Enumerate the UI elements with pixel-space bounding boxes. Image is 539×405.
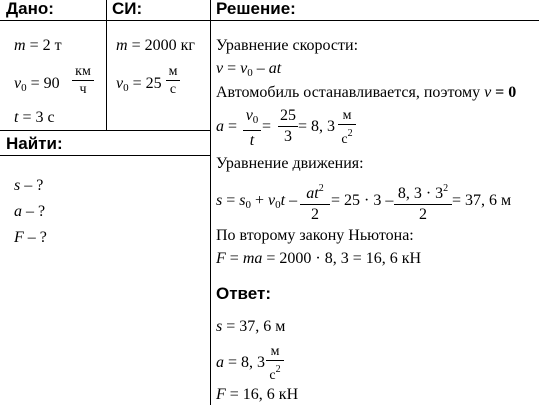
find-underline — [0, 155, 211, 156]
given-speed: $v_0 = 90$ — [14, 75, 60, 94]
given-speed-unit: км ч — [72, 64, 94, 97]
answer-header: Ответ: — [216, 284, 271, 303]
newton-equation: F = ma = 2000 · 8, 3 = 16, 6 кН — [216, 250, 422, 267]
motion-frac-2: 8, $3 \cdot 3^2$ 2 — [394, 180, 452, 224]
given-header: Дано: — [6, 0, 54, 18]
find-s: s – ? — [14, 177, 44, 194]
answer-a: a = 8, 3 — [216, 354, 266, 371]
motion-eq-result: = 37, 6 м — [452, 192, 512, 209]
given-underline — [0, 130, 211, 131]
motion-frac-1: $at^2$ 2 — [300, 180, 330, 224]
find-header: Найти: — [6, 134, 63, 153]
accel-eq-2: = — [262, 118, 272, 135]
accel-unit: м $с^2$ — [338, 108, 356, 147]
accel-frac-2: 25 3 — [280, 107, 296, 145]
si-header: СИ: — [112, 0, 143, 18]
motion-eq-left: $s = s_0 + v_0t$ – — [216, 192, 298, 211]
solution-header: Решение: — [216, 0, 296, 18]
stop-statement: Автомобиль останавливается, поэтому v = 0 — [216, 84, 517, 101]
si-mass: m = 2000 кг — [116, 37, 195, 54]
answer-a-unit: м $с^2$ — [266, 344, 284, 383]
answer-s: s = 37, 6 м — [216, 318, 286, 335]
find-a: a – ? — [14, 203, 46, 220]
given-time: t = 3 с — [14, 109, 55, 126]
given-mass: m = 2 т — [14, 37, 62, 54]
newton-title: По второму закону Ньютона: — [216, 227, 414, 244]
col-divider-2 — [210, 0, 211, 405]
speed-equation: $v = v_0$ – at — [216, 60, 282, 79]
header-underline — [0, 20, 539, 21]
accel-frac-1: $v_0$ t — [243, 107, 261, 150]
answer-F: F = 16, 6 кН — [216, 386, 299, 403]
si-speed-unit: м с — [166, 64, 180, 97]
motion-equation-title: Уравнение движения: — [216, 155, 364, 172]
si-speed: $v_0 = 25$ — [116, 75, 162, 94]
motion-eq-mid: = 25 · 3 – — [331, 192, 394, 209]
speed-equation-title: Уравнение скорости: — [216, 37, 359, 54]
find-F: F – ? — [14, 229, 47, 246]
accel-result: = 8, 3 — [298, 118, 336, 135]
accel-lhs: a = — [216, 118, 238, 135]
